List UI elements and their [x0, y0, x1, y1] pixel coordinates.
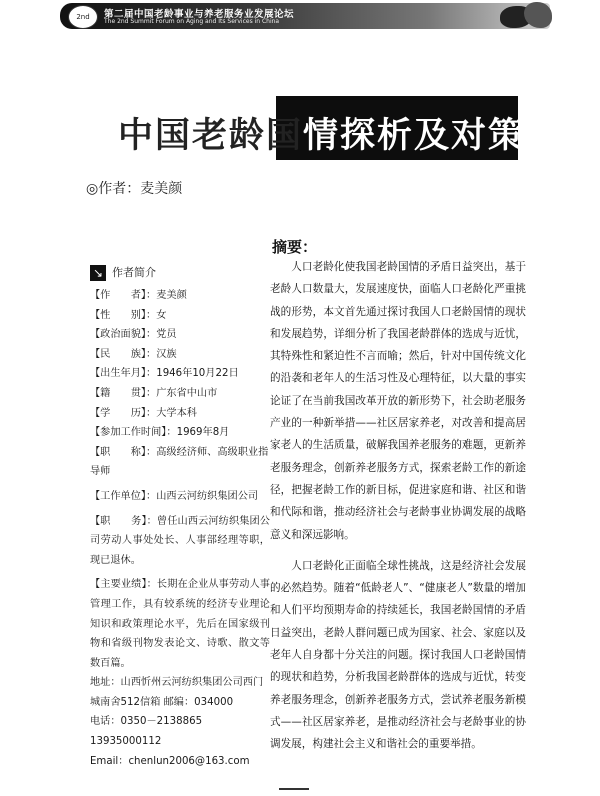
footer-rule [279, 788, 309, 790]
abstract-heading: 摘要： [272, 238, 318, 256]
info-row-name: 【作 者】：麦美颜 [90, 290, 187, 301]
abstract-body [270, 256, 526, 756]
author-intro-header [90, 262, 270, 284]
contact-email: Email：chenlun2006@163.com [90, 755, 250, 767]
arrow-icon: ↘ [90, 265, 106, 281]
info-row-position: 【职 务】：曾任山西云河纺织集团公司劳动人事处处长、人事部经理等职，现已退休。 [90, 515, 270, 566]
abstract-paragraph: 人口老龄化正面临全球性挑战，这是经济社会发展的必然趋势。随着“低龄老人”、“健康老人”数量的增加和人们平均预期寿命的持续延长，我国老龄国情的矛盾日益突出，老龄人群问题已成为国家、社会、家庭以及老年人自身都十分关注的问题。探讨我国人口老龄国情的现状和趋势，分析我国老龄群体的选成与近忧，转变养老服务理念，创新养老服务方式，尝试养老服务新模式——社区居家养老，是推动经济社会与老龄事业的协调发展，构建社会主义和谐社会的重要举措。 [270, 559, 526, 751]
author-intro [90, 262, 270, 771]
info-row-ethnicity: 【民 族】：汉族 [90, 348, 177, 360]
decoration-shape [524, 2, 552, 28]
forum-logo: 2nd [68, 5, 98, 29]
header-en-title: The 2nd Summit Forum on Aging and Its Services in China [104, 18, 280, 25]
author-intro-heading: 作者简介 [112, 266, 156, 280]
info-row-politics: 【政治面貌】：党员 [90, 329, 177, 341]
contact-address: 地址：山西忻州云河纺织集团公司西门城南舍512信箱 邮编：034000 [90, 677, 264, 708]
info-row-birth: 【出生年月】：1946年10月22日 [90, 368, 239, 380]
info-row-title: 【职 称】：高级经济师、高级职业指导师 [90, 446, 269, 478]
info-row-work-start: 【参加工作时间】：1969年8月 [90, 427, 230, 439]
info-row-education: 【学 历】：大学本科 [90, 407, 197, 419]
title-part-2: 情探析及对策 [303, 116, 526, 156]
header-cn-title: 第二届中国老龄事业与养老服务业发展论坛 [104, 9, 295, 20]
info-row-employer: 【工作单位】：山西云河纺织集团公司 [90, 490, 259, 502]
info-row-hometown: 【籍 贯】：广东省中山市 [90, 387, 218, 399]
running-header [0, 0, 600, 34]
info-row-achievements: 【主要业绩】：长期在企业从事劳动人事管理工作，具有较系统的经济专业理论知识和政策理论水平，先后在国家级刊物和省级刊物发表论文、诗歌、散文等数百篇。 [90, 579, 270, 669]
contact-phone: 电话：0350－2138865 13935000112 [90, 716, 213, 748]
info-row-gender: 【性 别】：女 [90, 309, 167, 321]
article-title [108, 104, 525, 162]
abstract-paragraph: 人口老龄化使我国老龄国情的矛盾日益突出，基于老龄人口数量大，发展速度快，面临人口老龄化严重挑战的形势，本文首先通过探讨我国人口老龄国情的现状和发展趋势，详细分析了我国老龄群体的选成与近忧，其特殊性和紧迫性不言而喻；然后，针对中国传统文化的沿袭和老年人的生活习性及心理特征，以大量的事实论证了在当前我国改革开放的新形势下，社会助老服务产业的一种新举措——社区居家养老，对改善和提高居家老人的生活质量，破解我国养老服务的难题，更新养老服务理念，创新养老服务方式，探索老龄工作的新途径，把握老龄工作的新目标，促进家庭和谐、社区和谐和代际和谐，推动经济社会与老龄事业协调发展的战略意义和深远影响。 [270, 261, 526, 541]
header-decoration [500, 2, 554, 30]
title-part-1: 中国老龄国 [118, 116, 304, 156]
author-line: ◎作者：麦美颜 [86, 181, 183, 197]
